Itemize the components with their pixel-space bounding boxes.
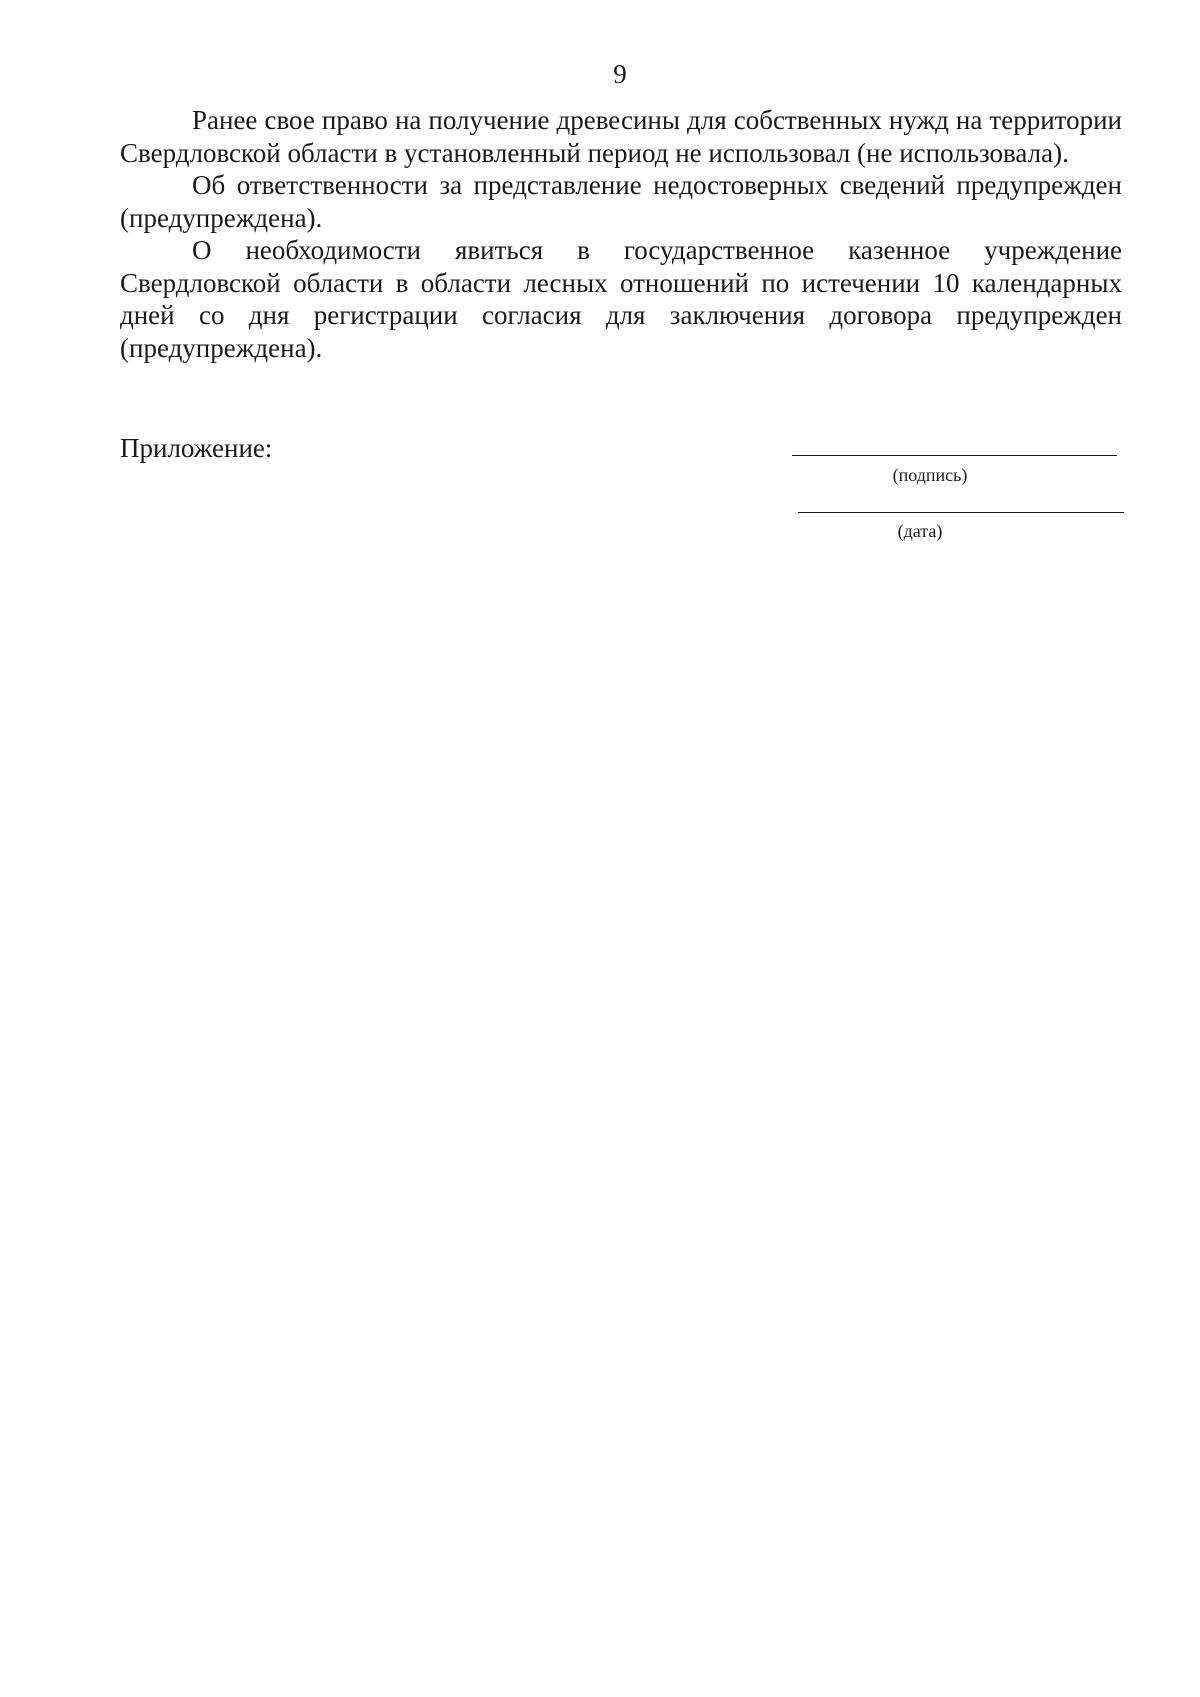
date-line bbox=[798, 512, 1124, 513]
document-body bbox=[120, 104, 1122, 364]
page-number: 9 bbox=[613, 59, 627, 89]
paragraph-appearance-notice: О необходимости явиться в государственное казенное учреждение Свердловской области в области лесных отношений по истечении 10 календарных дней со дня регистрации согласия для заключения договора предупрежден (предупреждена). bbox=[120, 235, 1122, 363]
paragraph-not-used-right: Ранее свое право на получение древесины для собственных нужд на территории Свердловской области в установленный период не использовал (не использовала). bbox=[120, 105, 1122, 168]
appendix-label: Приложение: bbox=[120, 433, 273, 463]
signature-line bbox=[792, 455, 1117, 456]
signature-caption: (подпись) bbox=[892, 465, 968, 485]
date-caption: (дата) bbox=[897, 521, 943, 541]
paragraph-liability-warning: Об ответственности за представление недостоверных сведений предупрежден (предупреждена). bbox=[120, 170, 1122, 233]
